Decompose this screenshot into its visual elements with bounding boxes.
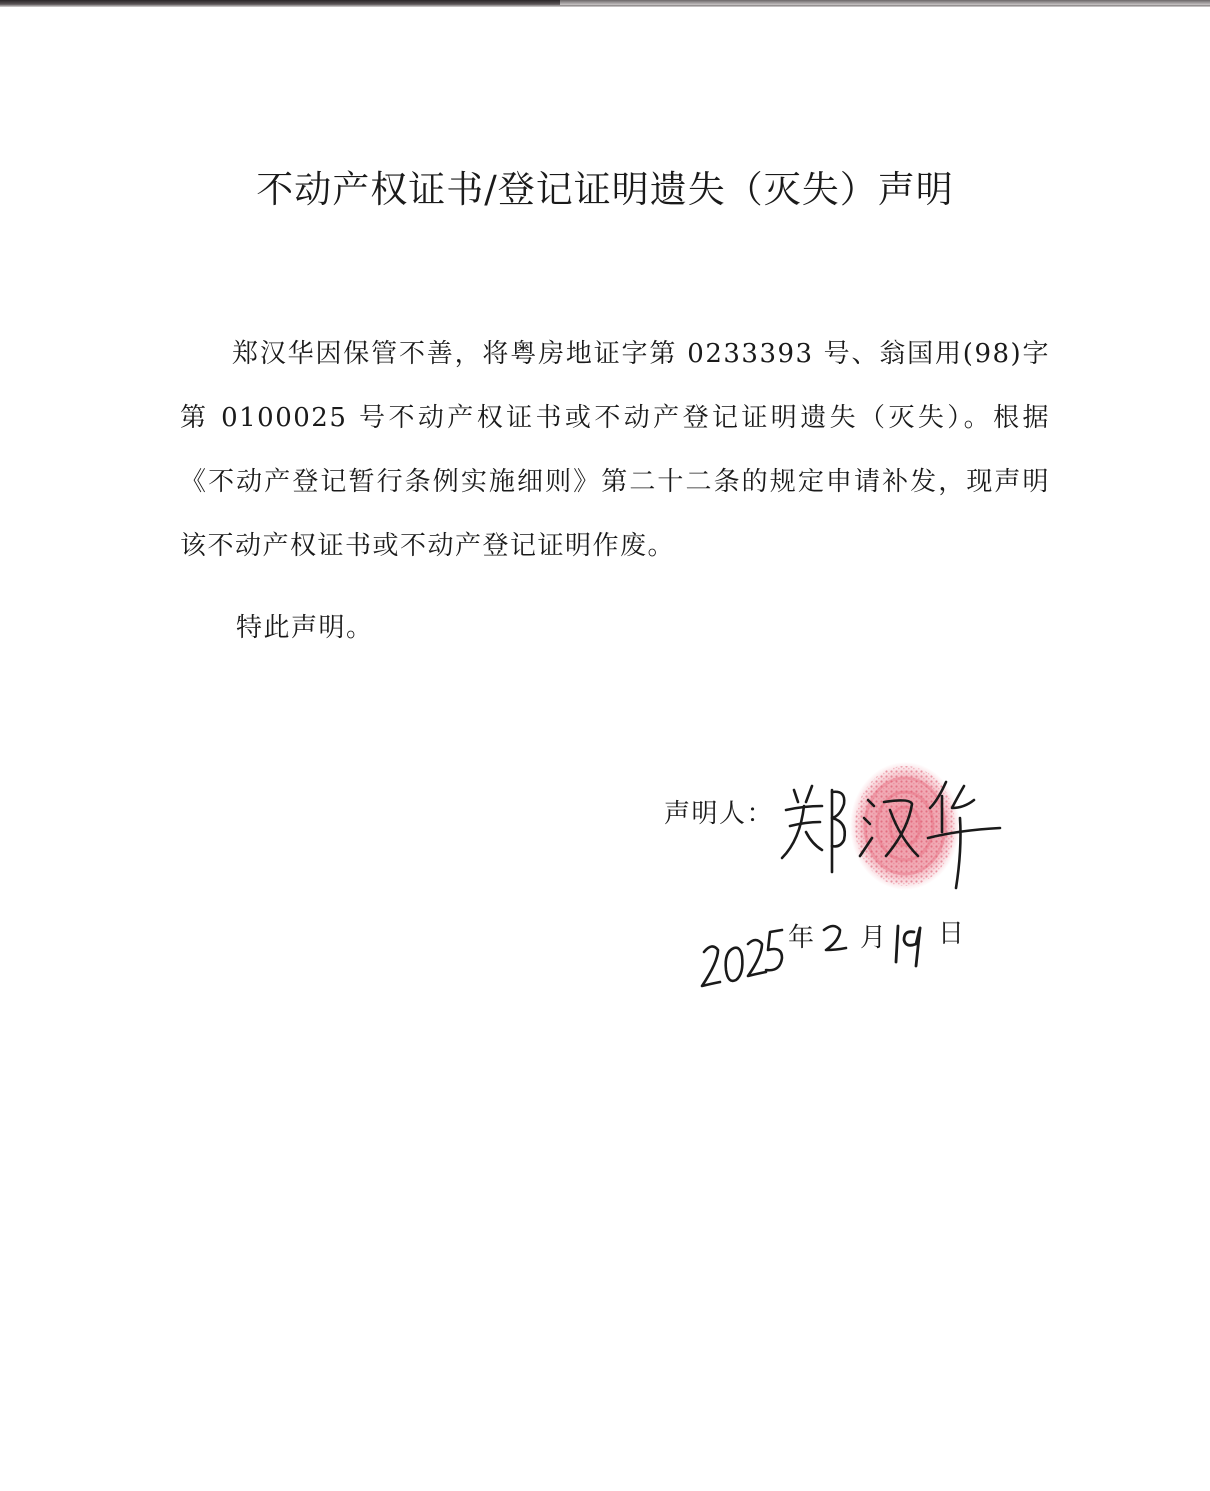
date-year-unit: 年 [788, 923, 815, 953]
date-day-unit: 日 [938, 919, 965, 949]
handwritten-date [690, 900, 990, 1000]
closing-statement: 特此声明。 [236, 613, 374, 643]
date-month-unit: 月 [860, 923, 887, 953]
date-day-handwriting [896, 926, 920, 966]
declarant-label: 声明人： [664, 799, 775, 829]
declaration-body [180, 322, 1050, 578]
date-year-handwriting [702, 930, 782, 986]
declaration-paragraph: 郑汉华因保管不善，将粤房地证字第 0233393 号、翁国用(98)字第 0100025 号不动产权证书或不动产登记证明遗失（灭失）。根据《不动产登记暂行条例实施细则》第二十二条的规定申请补发，现声明该不动产权证书或不动产登记证明作废。 [180, 339, 1050, 561]
date-month-handwriting [824, 926, 846, 950]
document-title: 不动产权证书/登记证明遗失（灭失）声明 [256, 168, 954, 211]
scan-top-edge-right [560, 0, 1210, 5]
signature-with-fingerprint [760, 760, 1020, 900]
